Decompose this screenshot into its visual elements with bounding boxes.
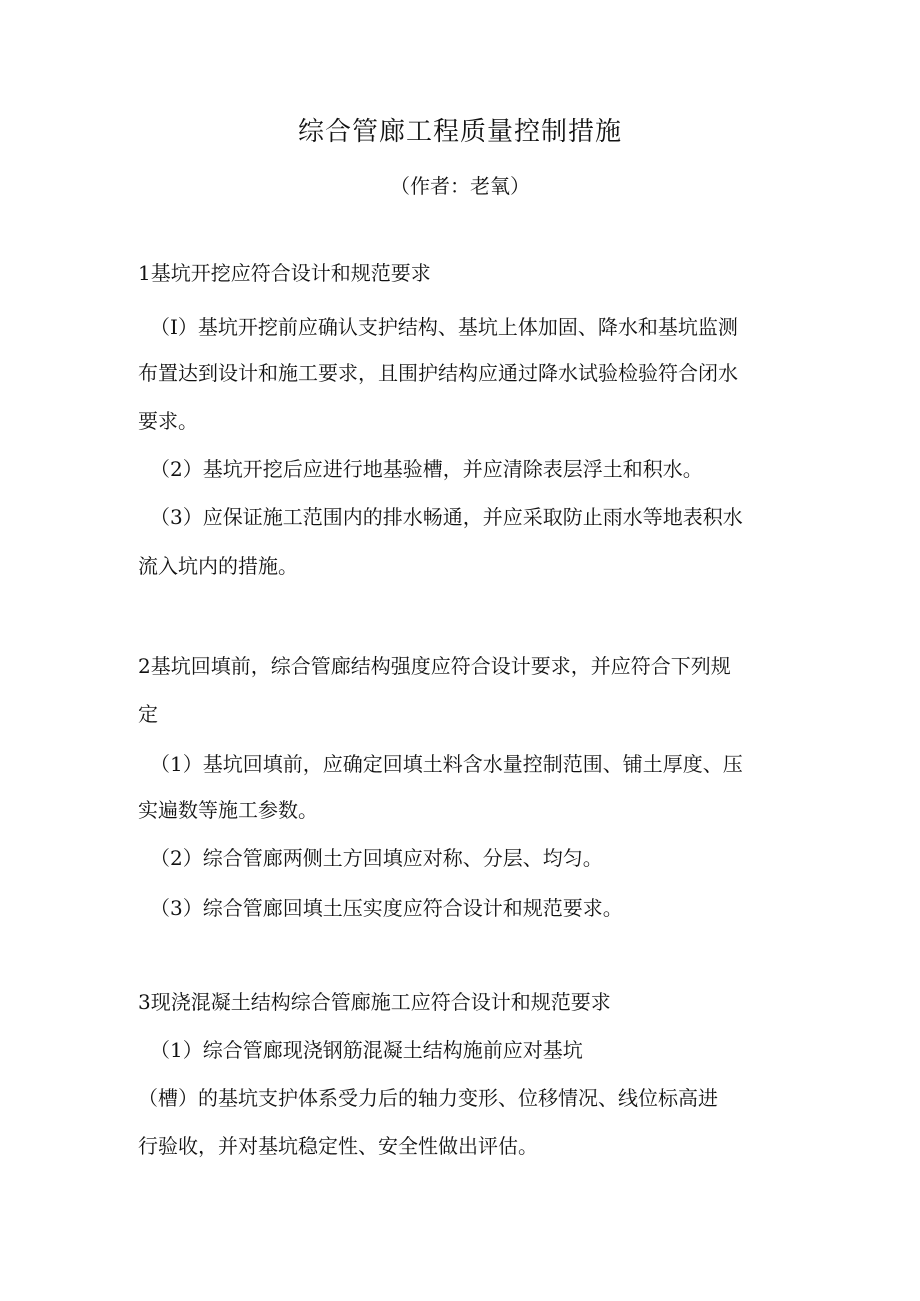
paragraph-line: （1）基坑回填前，应确定回填土料含水量控制范围、铺土厚度、压	[150, 752, 743, 776]
paragraph-line: 实遍数等施工参数。	[138, 798, 318, 822]
document-author: （作者：老氧）	[390, 174, 530, 198]
paragraph-line: 布置达到设计和施工要求，且围护结构应通过降水试验检验符合闭水	[138, 361, 738, 385]
section-2-heading: 2基坑回填前，综合管廊结构强度应符合设计要求，并应符合下列规	[138, 654, 731, 678]
paragraph-line: （3）应保证施工范围内的排水畅通，并应采取防止雨水等地表积水	[150, 505, 743, 529]
paragraph-line: （2）基坑开挖后应进行地基验槽，并应清除表层浮土和积水。	[150, 457, 703, 481]
paragraph-line: （I）基坑开挖前应确认支护结构、基坑上体加固、降水和基坑监测	[150, 315, 738, 339]
paragraph-line: 行验收，并对基坑稳定性、安全性做出评估。	[138, 1134, 538, 1158]
paragraph-line: （2）综合管廊两侧土方回填应对称、分层、均匀。	[150, 846, 603, 870]
paragraph-line: （3）综合管廊回填土压实度应符合设计和规范要求。	[150, 896, 623, 920]
section-1-heading: 1基坑开挖应符合设计和规范要求	[138, 261, 431, 285]
paragraph-line: （1）综合管廊现浇钢筋混凝土结构施前应对基坑	[150, 1038, 583, 1062]
paragraph-line: 流入坑内的措施。	[138, 554, 298, 578]
paragraph-line: （槽）的基坑支护体系受力后的轴力变形、位移情况、线位标高进	[138, 1086, 718, 1110]
document-title: 综合管廊工程质量控制措施	[297, 117, 622, 147]
paragraph-line: 要求。	[138, 409, 198, 433]
paragraph-line: 定	[138, 702, 158, 726]
section-3-heading: 3现浇混凝土结构综合管廊施工应符合设计和规范要求	[138, 990, 611, 1014]
